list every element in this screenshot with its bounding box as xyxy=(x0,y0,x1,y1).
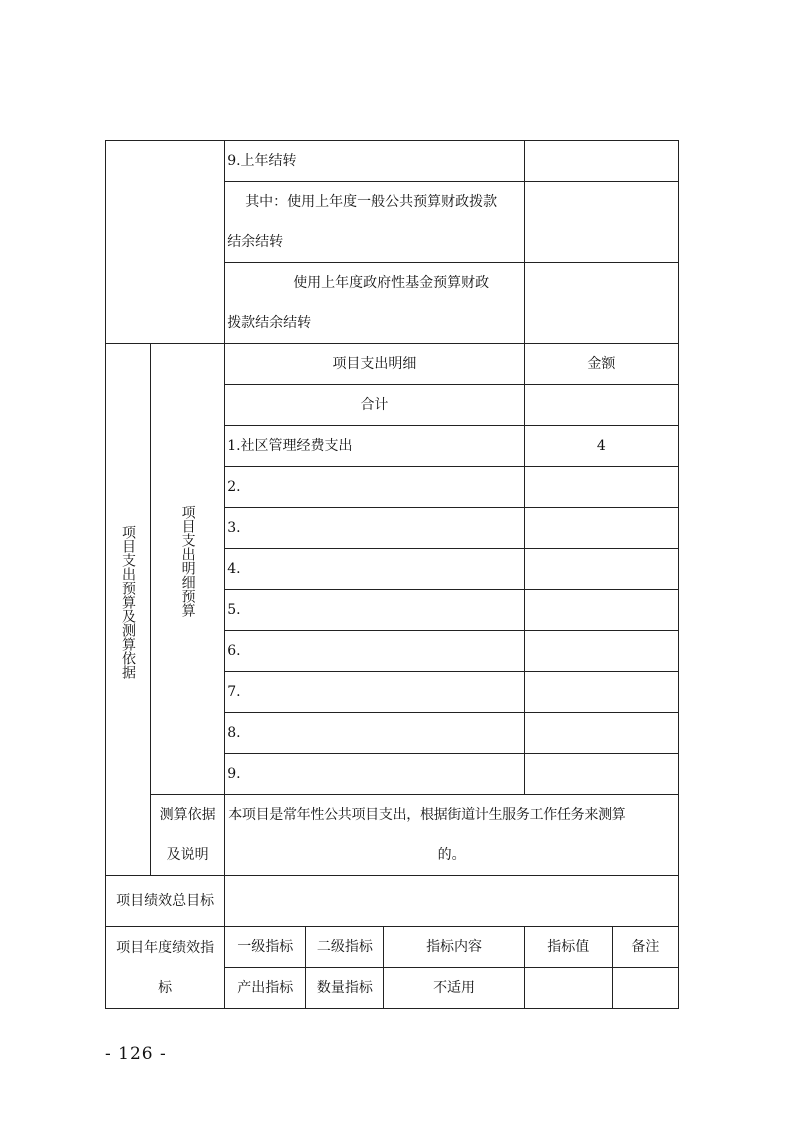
header-detail: 项目支出明细 xyxy=(225,344,525,385)
item-amount xyxy=(524,713,678,754)
item-amount: 4 xyxy=(524,426,678,467)
carry-over-fund-line1: 使用上年度政府性基金预算财政 xyxy=(293,275,490,291)
indicator-cell xyxy=(612,968,678,1009)
carry-over-general-budget xyxy=(225,182,525,263)
indicator-header: 一级指标 xyxy=(225,927,306,968)
item-amount xyxy=(524,549,678,590)
carry-over-general-line1: 其中：使用上年度一般公共预算财政拨款 xyxy=(245,194,498,210)
indicator-header: 指标内容 xyxy=(384,927,524,968)
budget-inner-label: 项目支出明细预算 xyxy=(179,505,196,617)
indicator-cell: 不适用 xyxy=(384,968,524,1009)
item-label: 2. xyxy=(225,467,525,508)
indicator-cell xyxy=(524,968,612,1009)
carry-over-amount xyxy=(524,141,678,182)
basis-text-line1: 本项目是常年性公共项目支出，根据街道计生服务工作任务来测算 xyxy=(228,807,626,823)
total-goal-value xyxy=(225,876,679,927)
item-label: 4. xyxy=(225,549,525,590)
carry-over-general-amount xyxy=(524,182,678,263)
indicator-cell: 产出指标 xyxy=(225,968,306,1009)
indicator-header: 二级指标 xyxy=(306,927,384,968)
item-amount xyxy=(524,754,678,795)
item-label: 7. xyxy=(225,672,525,713)
item-label: 5. xyxy=(225,590,525,631)
item-amount xyxy=(524,467,678,508)
budget-table xyxy=(105,140,679,1009)
item-amount xyxy=(524,631,678,672)
item-amount xyxy=(524,672,678,713)
basis-text-line2: 的。 xyxy=(437,847,466,863)
basis-label-cell xyxy=(151,795,225,876)
carry-over-fund-amount xyxy=(524,263,678,344)
budget-outer-label-cell xyxy=(106,344,151,876)
total-goal-label: 项目绩效总目标 xyxy=(106,876,225,927)
basis-label-line2: 及说明 xyxy=(166,847,209,863)
carry-over-fund-budget xyxy=(225,263,525,344)
budget-inner-label-cell xyxy=(151,344,225,795)
item-amount xyxy=(524,590,678,631)
basis-label-line1: 测算依据 xyxy=(159,807,216,823)
carry-over-fund-line2: 拨款结余结转 xyxy=(227,315,312,331)
header-amount: 金额 xyxy=(524,344,678,385)
page-number: - 126 - xyxy=(105,1044,167,1064)
carry-over-row: 9.上年结转 xyxy=(225,141,525,182)
item-amount xyxy=(524,508,678,549)
item-label: 1.社区管理经费支出 xyxy=(225,426,525,467)
indicator-header: 备注 xyxy=(612,927,678,968)
item-label: 9. xyxy=(225,754,525,795)
carry-over-general-line2: 结余结转 xyxy=(227,234,284,250)
item-label: 6. xyxy=(225,631,525,672)
annual-indicator-label-line2: 标 xyxy=(158,979,173,996)
annual-indicator-label-cell xyxy=(106,927,225,1009)
budget-outer-label: 项目支出预算及测算依据 xyxy=(120,524,137,679)
item-label: 8. xyxy=(225,713,525,754)
indicator-cell: 数量指标 xyxy=(306,968,384,1009)
carry-over-label-cell xyxy=(106,141,225,344)
item-label: 3. xyxy=(225,508,525,549)
annual-indicator-label-line1: 项目年度绩效指 xyxy=(116,939,215,956)
total-amount xyxy=(524,385,678,426)
total-label: 合计 xyxy=(225,385,525,426)
basis-text-cell xyxy=(225,795,679,876)
indicator-header: 指标值 xyxy=(524,927,612,968)
